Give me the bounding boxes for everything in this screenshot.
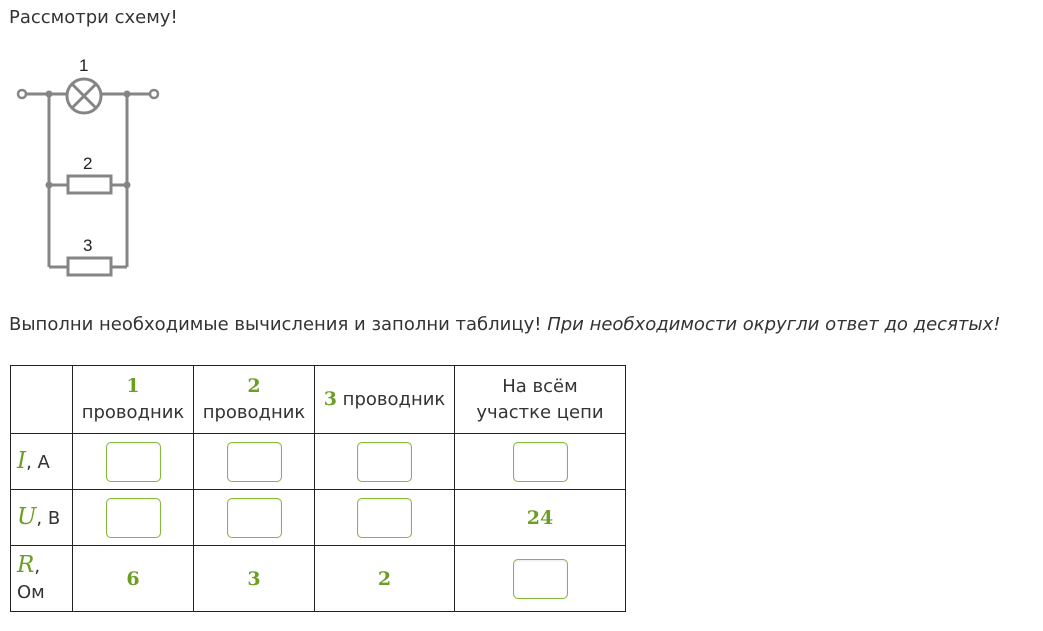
unit-voltage: , В [36,507,61,529]
current-1-input[interactable] [106,442,161,482]
cell-u3 [315,490,455,546]
voltage-total-value: 24 [526,506,554,529]
unit-resistance: Ом [17,581,45,603]
header-num: 1 [126,375,140,397]
current-3-input[interactable] [357,442,412,482]
row-label-current [11,434,73,490]
cell-i3 [315,434,455,490]
lamp-label: 1 [79,56,89,75]
header-text: проводник [81,402,185,423]
symbol-voltage: U [17,503,37,530]
resistor-3-symbol [68,258,111,275]
symbol-current: I [17,447,27,474]
lamp-symbol [67,79,101,113]
row-label-voltage [11,490,73,546]
cell-r2 [194,546,315,612]
current-total-input[interactable] [513,442,568,482]
header-num: 3 [323,388,337,410]
cell-r1 [73,546,194,612]
voltage-2-input[interactable] [227,498,282,538]
resistor-2-symbol [68,176,111,193]
cell-utotal [455,490,626,546]
header-text: проводник [342,389,446,410]
header-line2: участке цепи [476,401,604,423]
resistance-total-input[interactable] [513,559,568,599]
header-conductor-1 [73,366,194,434]
row-resistance [11,546,626,612]
row-current [11,434,626,490]
task-instruction [9,313,1000,337]
cell-u1 [73,490,194,546]
header-text: проводник [202,402,306,423]
header-row [11,366,626,434]
unit-resistance-comma: , [34,555,41,577]
corner-cell [11,366,73,434]
resistance-1-value: 6 [126,567,140,590]
symbol-resistance: R [17,551,35,578]
header-conductor-2 [194,366,315,434]
header-line1: На всём [502,375,578,397]
voltage-3-input[interactable] [357,498,412,538]
cell-r3 [315,546,455,612]
answer-table [10,365,626,612]
current-2-input[interactable] [227,442,282,482]
header-whole-circuit [455,366,626,434]
cell-itotal [455,434,626,490]
task-hint: При необходимости округли ответ до десятых! [547,314,1001,335]
task-text: Выполни необходимые вычисления и заполни таблицу! [9,314,542,335]
cell-u2 [194,490,315,546]
unit-current: , А [26,451,50,473]
cell-i2 [194,434,315,490]
intro-text: Рассмотри схему! [9,7,178,28]
header-num: 2 [247,375,261,397]
cell-rtotal [455,546,626,612]
resistance-2-value: 3 [247,567,261,590]
row-voltage [11,490,626,546]
resistor-3-label: 3 [83,236,93,255]
terminal-right [150,90,158,98]
row-label-resistance [11,546,73,612]
voltage-1-input[interactable] [106,498,161,538]
resistance-3-value: 2 [377,567,392,590]
circuit-diagram [14,52,164,280]
cell-i1 [73,434,194,490]
header-conductor-3 [315,366,455,434]
resistor-2-label: 2 [83,154,93,173]
terminal-left [18,90,26,98]
